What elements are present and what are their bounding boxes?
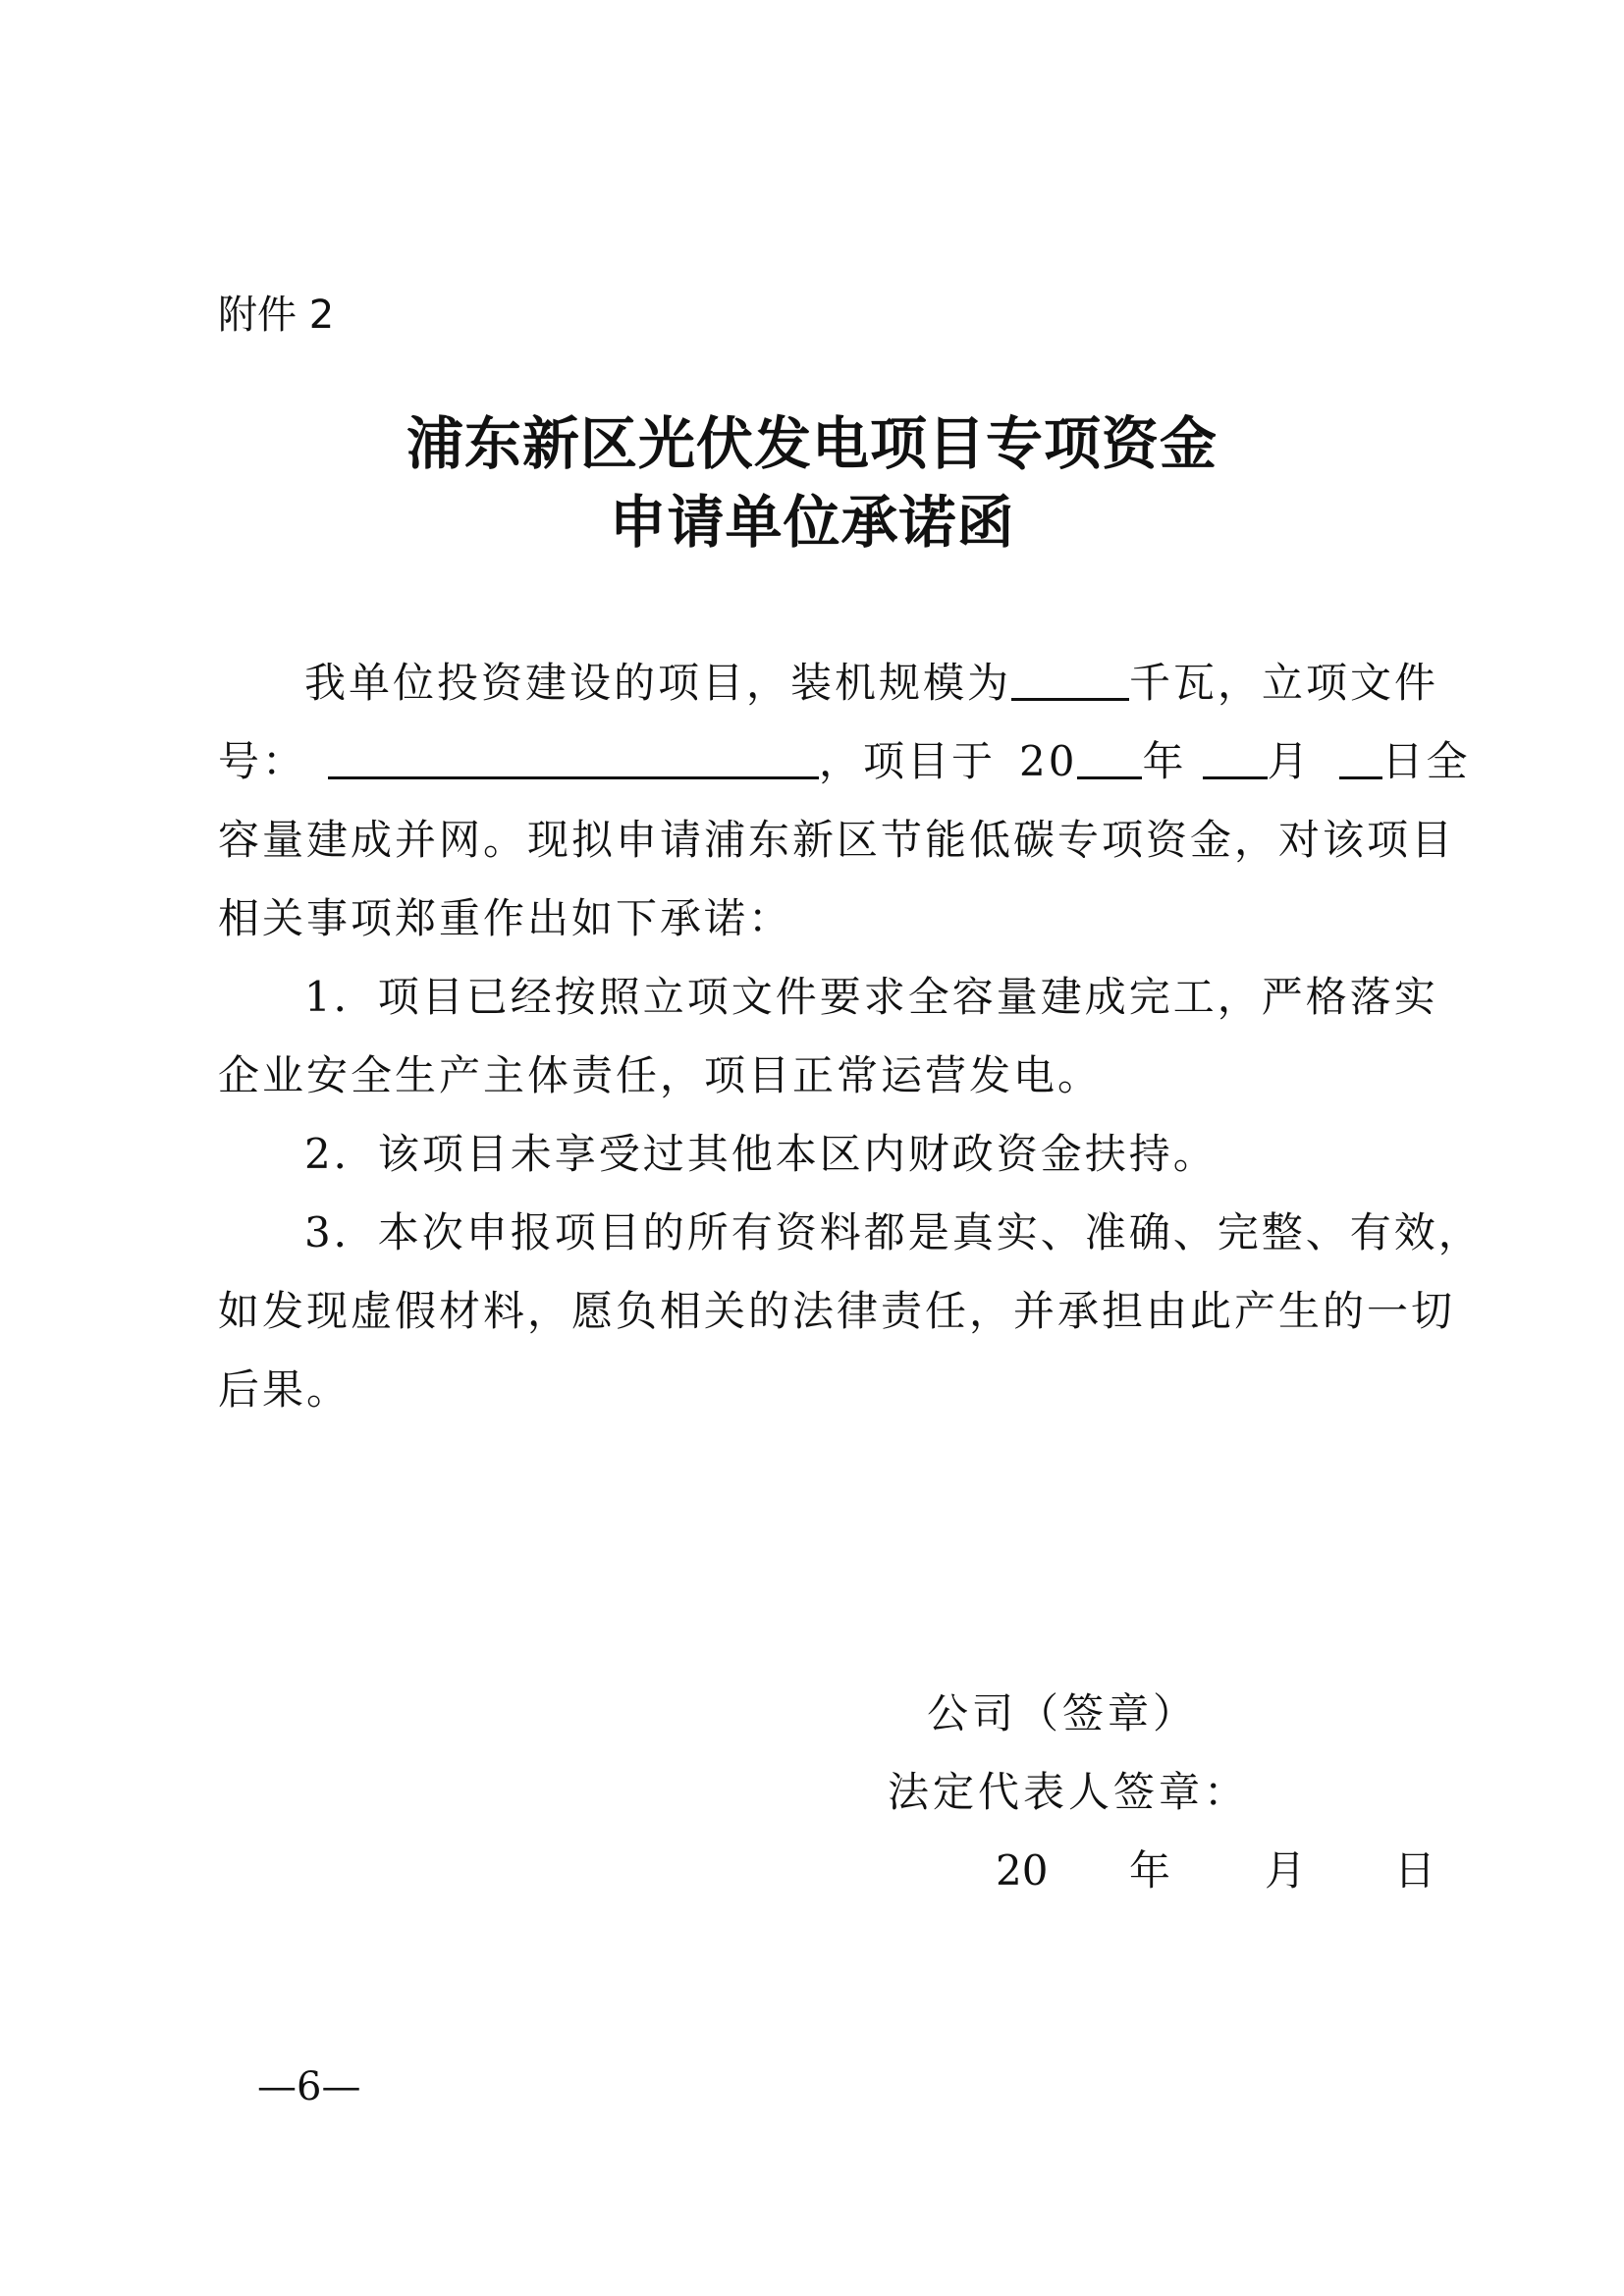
legal-representative-seal-label: 法定代表人签章： <box>888 1768 1250 1816</box>
paragraph-1-line-4: 相关事项郑重作出如下承诺： <box>218 894 793 942</box>
paragraph-1-text-d: ，项目于 <box>819 737 997 785</box>
paragraph-1-line-3: 容量建成并网。现拟申请浦东新区节能低碳专项资金，对该项目 <box>218 816 1456 864</box>
signature-date-year-label: 年 <box>1129 1846 1171 1895</box>
project-doc-number-blank[interactable] <box>328 733 819 779</box>
commitment-item-1-line-1: 1．项目已经按照立项文件要求全容量建成完工，严格落实 <box>304 973 1438 1021</box>
commitment-item-3-line-2: 如发现虚假材料，愿负相关的法律责任，并承担由此产生的一切 <box>218 1287 1456 1335</box>
paragraph-1-text-b: 千瓦，立项文件 <box>1129 659 1439 707</box>
month-label: 月 <box>1267 737 1312 785</box>
signature-date-month-label: 月 <box>1265 1846 1307 1895</box>
commitment-item-3-line-3: 后果。 <box>218 1365 352 1414</box>
year-prefix: 20 <box>1019 737 1078 785</box>
year-blank[interactable] <box>1077 733 1142 779</box>
month-blank[interactable] <box>1203 733 1268 779</box>
year-label: 年 <box>1142 737 1187 785</box>
paragraph-1-text-a: 我单位投资建设的项目，装机规模为 <box>304 659 1012 707</box>
company-seal-label: 公司（签章） <box>927 1689 1199 1737</box>
day-blank[interactable] <box>1339 733 1382 779</box>
paragraph-1-line-2 <box>218 732 1471 791</box>
page-number: —6— <box>257 2064 361 2109</box>
attachment-label: 附件 2 <box>218 293 335 338</box>
commitment-item-3-line-1: 3．本次申报项目的所有资料都是真实、准确、完整、有效， <box>304 1208 1483 1256</box>
commitment-item-1-line-2: 企业安全生产主体责任，项目正常运营发电。 <box>218 1051 1103 1099</box>
document-title-line-2: 申请单位承诺函 <box>609 489 1015 556</box>
commitment-item-2-line-1: 2．该项目未享受过其他本区内财政资金扶持。 <box>304 1130 1218 1178</box>
paragraph-1-line-1 <box>304 654 1439 713</box>
capacity-blank[interactable] <box>1011 655 1129 701</box>
document-title-line-1: 浦东新区光伏发电项目专项资金 <box>406 410 1218 477</box>
day-label: 日全 <box>1381 737 1471 785</box>
signature-date-year-prefix: 20 <box>996 1846 1049 1895</box>
signature-date-day-label: 日 <box>1394 1846 1436 1895</box>
paragraph-1-text-c: 号： <box>218 737 307 785</box>
